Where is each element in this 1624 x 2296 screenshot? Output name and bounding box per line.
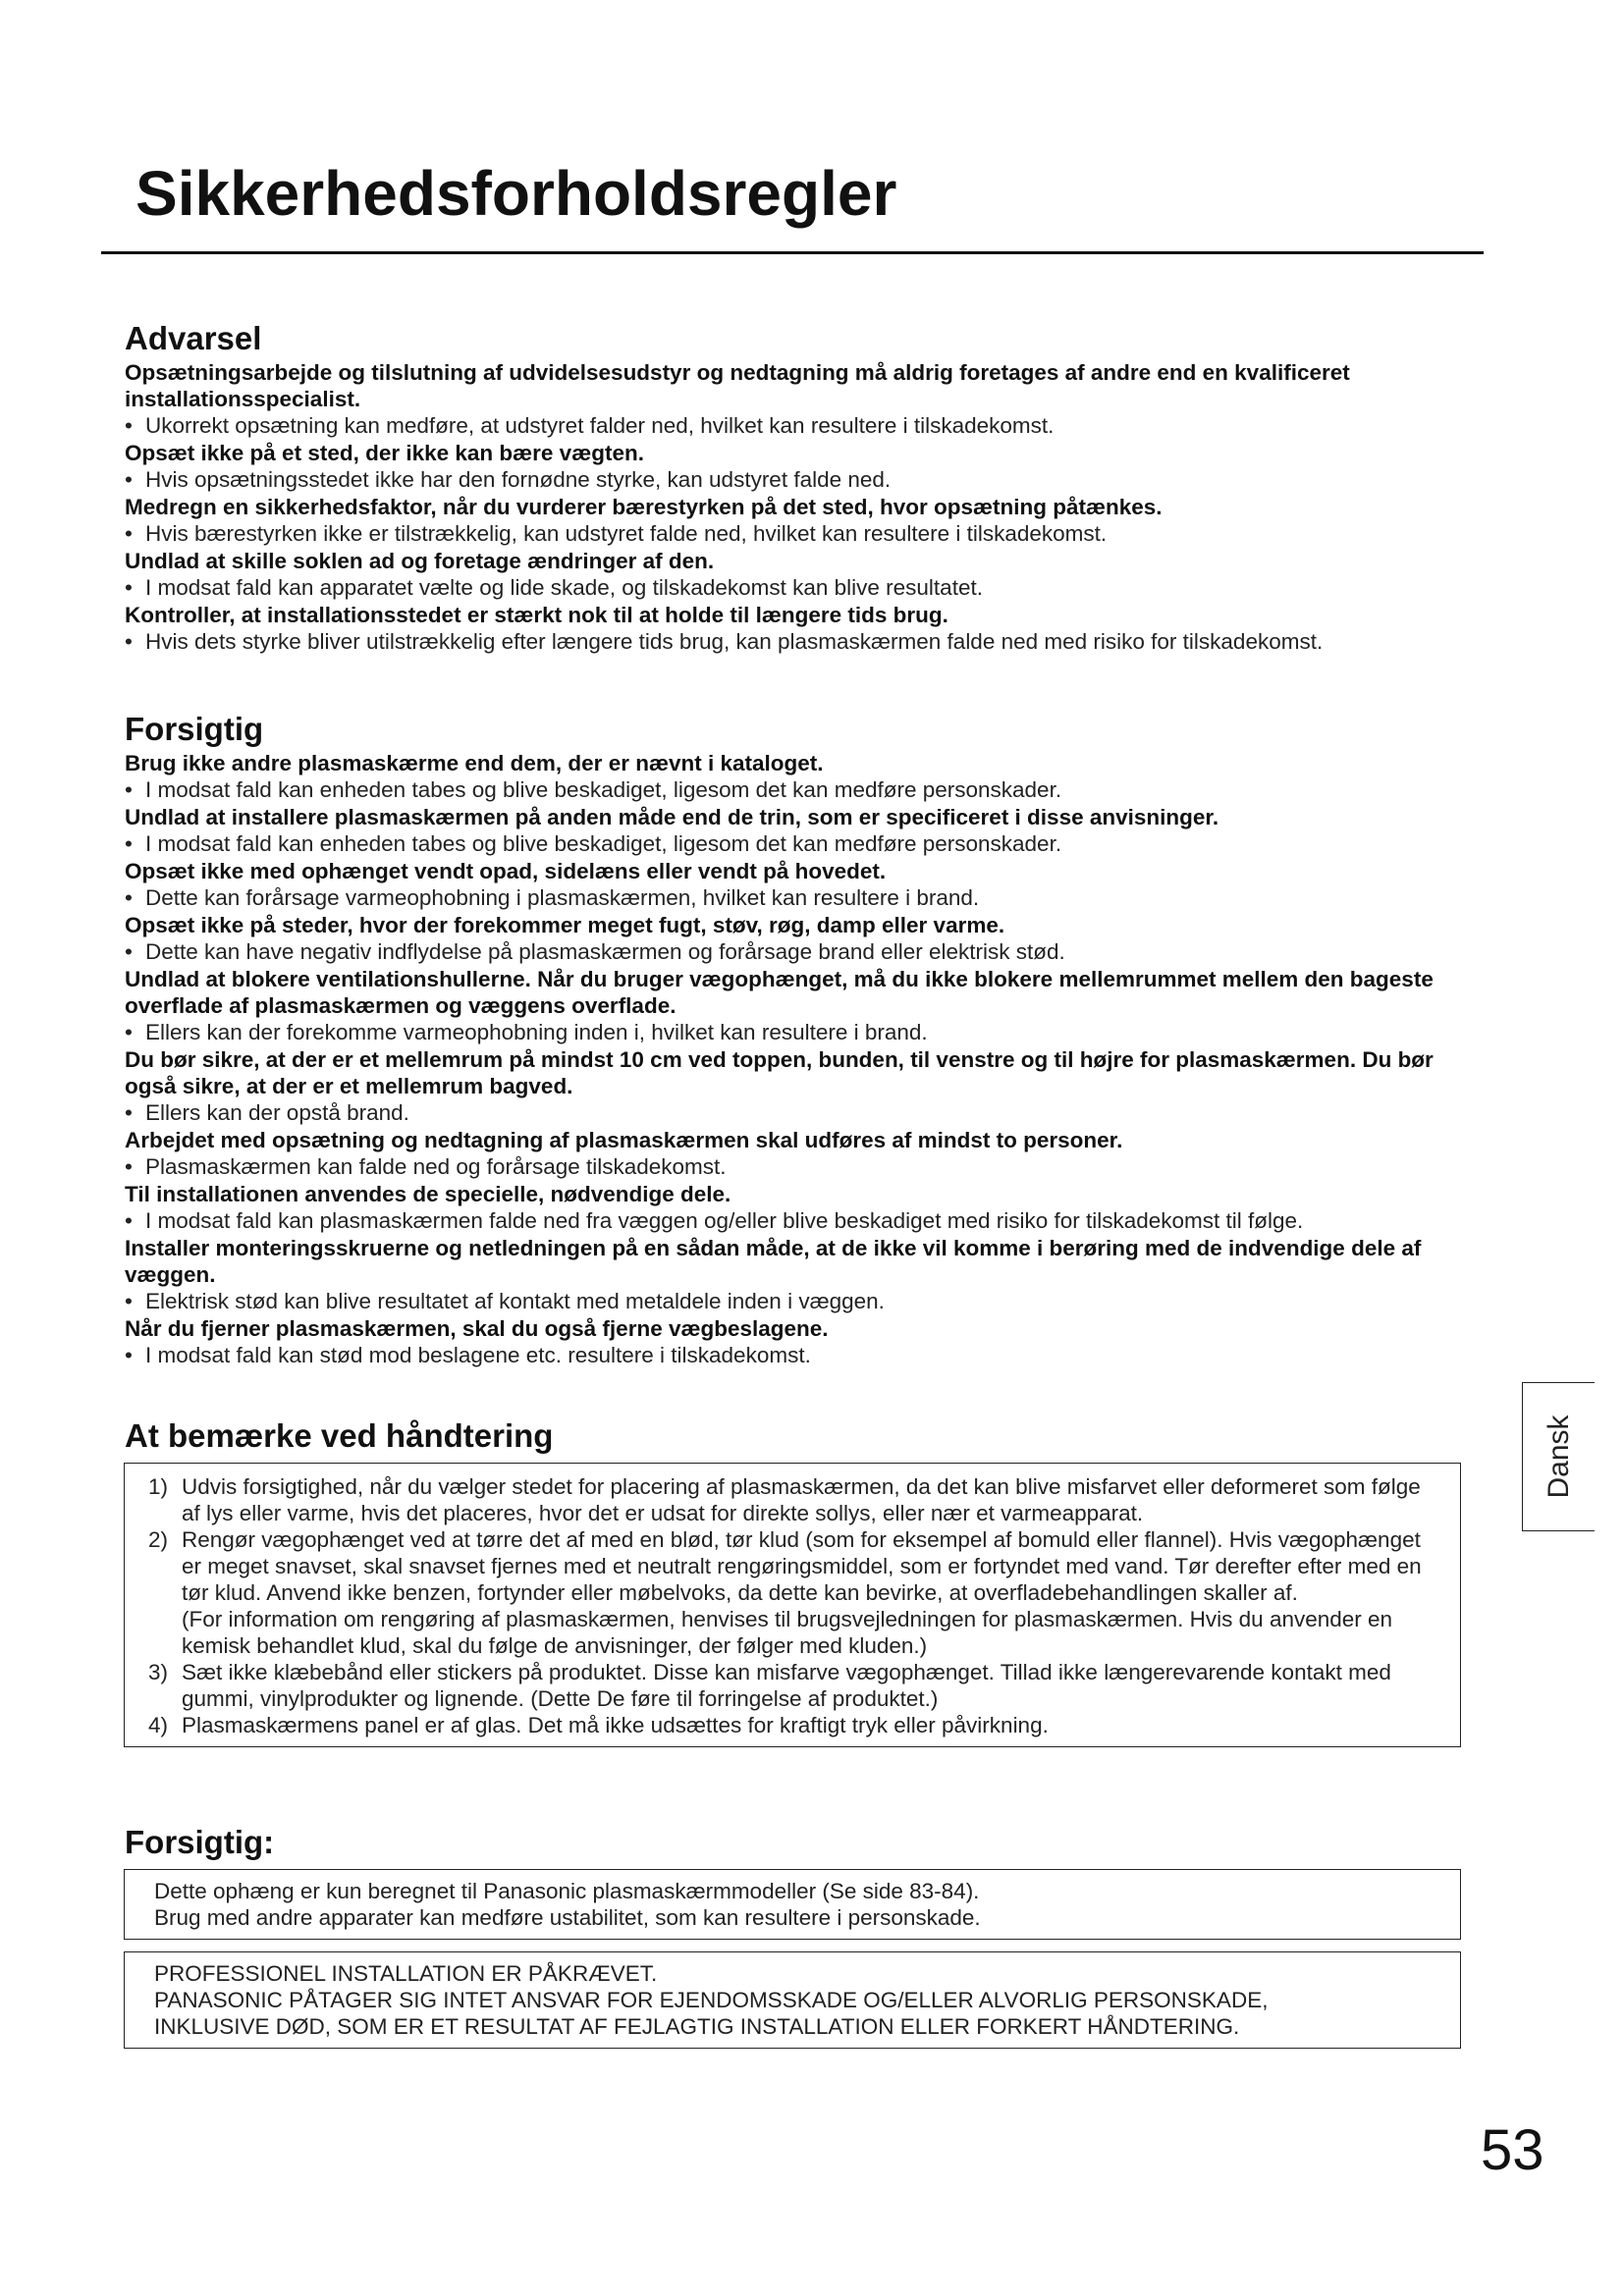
list-item bbox=[125, 1235, 1480, 1315]
numbered-item bbox=[148, 1526, 1440, 1659]
list-item bbox=[125, 804, 1480, 858]
list-item bbox=[125, 858, 1480, 912]
language-tab-label: Dansk bbox=[1542, 1415, 1575, 1499]
item-body: • Ellers kan der forekomme varmeophobning inden i, hvilket kan resultere i brand. bbox=[125, 1019, 1480, 1046]
item-paragraph: Rengør vægophænget ved at tørre det af med en blød, tør klud (som for eksempel af bomuld eller flannel). Hvis vægophænget er meget snavset, skal snavset fjernes med et neutralt rengøringsmiddel, som er fortyndet med vand. Tør derefter efter med en tør klud. Anvend ikke benzen, fortynder eller møbelvoks, da dette kan bevirke, at overfladebehandlingen skaller af. bbox=[182, 1527, 1422, 1605]
list-item bbox=[125, 548, 1480, 602]
item-number: 2) bbox=[148, 1527, 169, 1552]
numbered-item bbox=[148, 1473, 1440, 1526]
item-heading: Du bør sikre, at der er et mellemrum på mindst 10 cm ved toppen, bunden, til venstre og til højre for plasmaskærmen. Du bør også sikre, at der er et mellemrum bagved. bbox=[125, 1047, 1434, 1098]
item-heading: Undlad at skille soklen ad og foretage ændringer af den. bbox=[125, 549, 715, 573]
list-item bbox=[125, 602, 1480, 656]
item-heading: Kontroller, at installationsstedet er stærkt nok til at holde til længere tids brug. bbox=[125, 603, 948, 627]
item-heading: Opsæt ikke med ophænget vendt opad, sidelæns eller vendt på hovedet. bbox=[125, 859, 887, 883]
item-body: • Ellers kan der opstå brand. bbox=[125, 1099, 1480, 1127]
item-number: 4) bbox=[148, 1713, 169, 1737]
item-body: • I modsat fald kan stød mod beslagene etc. resultere i tilskadekomst. bbox=[125, 1342, 1480, 1369]
forsigtig-list bbox=[125, 750, 1480, 1369]
list-item bbox=[125, 494, 1480, 548]
forsigtig2-box bbox=[124, 1869, 1461, 1940]
handling-box bbox=[124, 1463, 1461, 1747]
forsigtig-heading: Forsigtig bbox=[125, 711, 264, 747]
item-body: • I modsat fald kan enheden tabes og blive beskadiget, ligesom det kan medføre personskader. bbox=[125, 776, 1480, 804]
advarsel-heading: Advarsel bbox=[125, 320, 262, 356]
language-tab bbox=[1522, 1382, 1595, 1531]
item-text: Plasmaskærmens panel er af glas. Det må ikke udsættes for kraftigt tryk eller påvirkning. bbox=[182, 1713, 1049, 1737]
item-body: • Dette kan have negativ indflydelse på plasmaskærmen og forårsage brand eller elektrisk stød. bbox=[125, 938, 1480, 966]
item-body: • I modsat fald kan enheden tabes og blive beskadiget, ligesom det kan medføre personskader. bbox=[125, 830, 1480, 858]
notice-line: PROFESSIONEL INSTALLATION ER PÅKRÆVET. bbox=[154, 1961, 658, 1986]
item-body: • Elektrisk stød kan blive resultatet af kontakt med metaldele inden i væggen. bbox=[125, 1288, 1480, 1315]
item-heading: Installer monteringsskruerne og netledningen på en sådan måde, at de ikke vil komme i berøring med de indvendige dele af væggen. bbox=[125, 1236, 1422, 1287]
item-paragraph: (For information om rengøring af plasmaskærmen, henvises til brugsvejledningen for plasmaskærmen. Hvis du anvender en kemisk behandlet klud, skal du følge de anvisninger, der følger med kluden.) bbox=[182, 1607, 1393, 1658]
item-body: • I modsat fald kan plasmaskærmen falde ned fra væggen og/eller blive beskadiget med risiko for tilskadekomst til følge. bbox=[125, 1207, 1480, 1235]
item-body: • I modsat fald kan apparatet vælte og lide skade, og tilskadekomst kan blive resultatet. bbox=[125, 574, 1480, 602]
notice-line: Brug med andre apparater kan medføre ustabilitet, som kan resultere i personskade. bbox=[154, 1905, 981, 1930]
list-item bbox=[125, 1127, 1480, 1181]
item-heading: Undlad at installere plasmaskærmen på anden måde end de trin, som er specificeret i disse anvisninger. bbox=[125, 805, 1219, 829]
item-body: • Ukorrekt opsætning kan medføre, at udstyret falder ned, hvilket kan resultere i tilskadekomst. bbox=[125, 412, 1480, 440]
item-text bbox=[182, 1526, 1440, 1659]
item-heading: Undlad at blokere ventilationshullerne. Når du bruger vægophænget, må du ikke blokere mellemrummet mellem den bageste overflade af plasmaskærmen og væggens overflade. bbox=[125, 967, 1434, 1018]
item-body: • Hvis bærestyrken ikke er tilstrækkelig, kan udstyret falde ned, hvilket kan resultere i tilskadekomst. bbox=[125, 520, 1480, 548]
item-text: Udvis forsigtighed, når du vælger stedet for placering af plasmaskærmen, da det kan blive misfarvet eller deformeret som følge af lys eller varme, hvis det placeres, hvor det er udsat for direkte sollys, eller nær et varmeapparat. bbox=[182, 1474, 1421, 1525]
item-heading: Når du fjerner plasmaskærmen, skal du også fjerne vægbeslagene. bbox=[125, 1316, 829, 1341]
list-item bbox=[125, 750, 1480, 804]
page-number: 53 bbox=[1481, 2118, 1544, 2182]
item-body: • Hvis opsætningsstedet ikke har den fornødne styrke, kan udstyret falde ned. bbox=[125, 466, 1480, 494]
item-heading: Opsæt ikke på et sted, der ikke kan bære vægten. bbox=[125, 441, 644, 465]
list-item bbox=[125, 440, 1480, 494]
item-heading: Til installationen anvendes de specielle, nødvendige dele. bbox=[125, 1182, 731, 1206]
notice-line: Dette ophæng er kun beregnet til Panasonic plasmaskærmmodeller (Se side 83-84). bbox=[154, 1879, 980, 1903]
item-number: 1) bbox=[148, 1474, 169, 1499]
item-body: • Dette kan forårsage varmeophobning i plasmaskærmen, hvilket kan resultere i brand. bbox=[125, 884, 1480, 912]
title-divider bbox=[101, 251, 1484, 254]
list-item bbox=[125, 1315, 1480, 1369]
item-heading: Arbejdet med opsætning og nedtagning af plasmaskærmen skal udføres af mindst to personer. bbox=[125, 1128, 1123, 1152]
numbered-item bbox=[148, 1659, 1440, 1712]
numbered-item bbox=[148, 1712, 1440, 1738]
page-title: Sikkerhedsforholdsregler bbox=[135, 158, 897, 229]
notice-line: PANASONIC PÅTAGER SIG INTET ANSVAR FOR EJENDOMSSKADE OG/ELLER ALVORLIG PERSONSKADE, INKLUSIVE DØD, SOM ER ET RESULTAT AF FEJLAGTIG INSTALLATION ELLER FORKERT HÅNDTERING. bbox=[154, 1988, 1269, 2039]
item-body: • Hvis dets styrke bliver utilstrækkelig efter længere tids brug, kan plasmaskærmen falde ned med risiko for tilskadekomst. bbox=[125, 628, 1480, 656]
item-body: • Plasmaskærmen kan falde ned og forårsage tilskadekomst. bbox=[125, 1153, 1480, 1181]
list-item bbox=[125, 1046, 1480, 1127]
item-heading: Medregn en sikkerhedsfaktor, når du vurderer bærestyrken på det sted, hvor opsætning påtænkes. bbox=[125, 495, 1163, 519]
list-item bbox=[125, 912, 1480, 966]
item-heading: Opsætningsarbejde og tilslutning af udvidelsesudstyr og nedtagning må aldrig foretages af andre end en kvalificeret installationsspecialist. bbox=[125, 360, 1350, 411]
item-text: Sæt ikke klæbebånd eller stickers på produktet. Disse kan misfarve vægophænget. Tillad ikke længerevarende kontakt med gummi, vinylprodukter og lignende. (Dette De føre til forringelse af produktet.) bbox=[182, 1660, 1391, 1711]
item-heading: Opsæt ikke på steder, hvor der forekommer meget fugt, støv, røg, damp eller varme. bbox=[125, 913, 1005, 937]
forsigtig2-heading: Forsigtig: bbox=[125, 1824, 275, 1860]
list-item bbox=[125, 1181, 1480, 1235]
item-number: 3) bbox=[148, 1660, 169, 1684]
list-item bbox=[125, 966, 1480, 1046]
list-item bbox=[125, 359, 1480, 440]
professional-box bbox=[124, 1951, 1461, 2049]
item-heading: Brug ikke andre plasmaskærme end dem, der er nævnt i kataloget. bbox=[125, 751, 824, 775]
advarsel-list bbox=[125, 359, 1480, 656]
handling-heading: At bemærke ved håndtering bbox=[125, 1417, 554, 1454]
